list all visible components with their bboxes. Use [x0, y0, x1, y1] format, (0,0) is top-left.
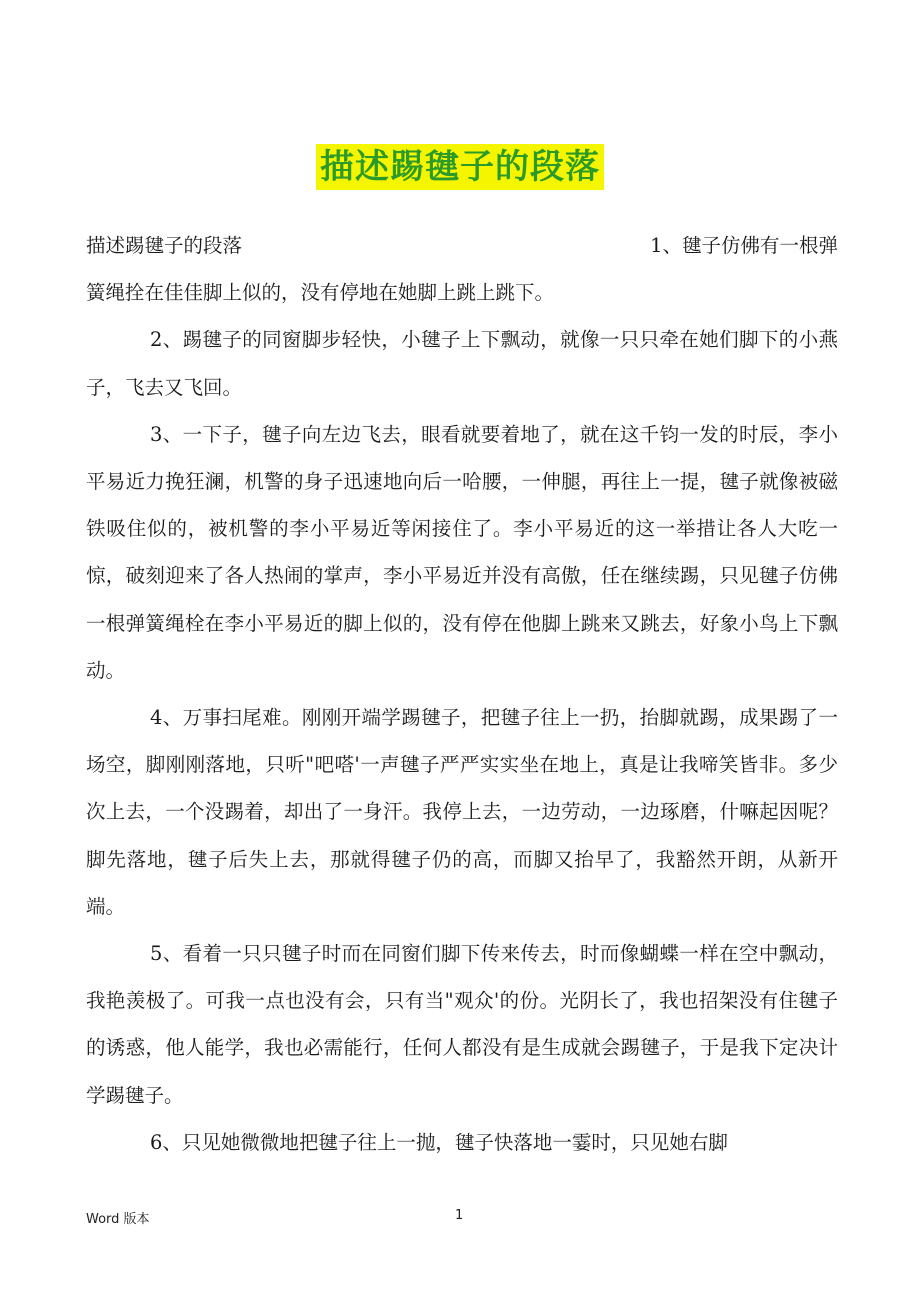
document-body [86, 222, 838, 1166]
paragraph-6: 6、只见她微微地把毽子往上一抛，毽子快落地一霎时，只见她右脚 [150, 1130, 728, 1154]
paragraph-3: 3、一下子，毽子向左边飞去，眼看就要着地了，就在这千钧一发的时辰，李小平易近力挽狂澜，机警的身子迅速地向后一哈腰，一伸腿，再往上一提，毽子就像被磁铁吸住似的，被机警的李小平易近等闲接住了。李小平易近的这一举措让各人大吃一惊，破刻迎来了各人热闹的掌声，李小平易近并没有高傲，任在继续踢，只见毽子仿佛一根弹簧绳栓在李小平易近的脚上似的，没有停在他脚上跳来又跳去，好象小鸟上下飘动。 [86, 422, 838, 682]
paragraph-intro-line [86, 222, 838, 269]
footer-label: Word 版本 [86, 1212, 150, 1227]
paragraph-4: 4、万事扫尾难。刚刚开端学踢毽子，把毽子往上一扔，抬脚就踢，成果踢了一场空，脚刚刚落地，只听"吧嗒'一声毽子严严实实坐在地上，真是让我啼笑皆非。多少次上去，一个没踢着，却出了一身汗。我停上去，一边劳动，一边琢磨，什嘛起因呢？脚先落地，毽子后失上去，那就得毽子仍的高，而脚又抬早了，我豁然开朗，从新开端。 [86, 706, 838, 918]
title-container [0, 144, 920, 190]
paragraph-2: 2、踢毽子的同窗脚步轻快，小毽子上下飘动，就像一只只牵在她们脚下的小燕子，飞去又飞回。 [86, 328, 838, 399]
document-title: 描述踢毽子的段落 [316, 144, 604, 190]
intro-label: 描述踢毽子的段落 [86, 234, 243, 257]
page-number: 1 [455, 1208, 464, 1223]
paragraph-5: 5、看着一只只毽子时而在同窗们脚下传来传去，时而像蝴蝶一样在空中飘动，我艳羡极了。可我一点也没有会，只有当"观众'的份。光阴长了，我也招架没有住毽子的诱惑，他人能学，我也必需能行，任何人都没有是生成就会踢毽子，于是我下定决计学踢毽子。 [86, 942, 838, 1107]
paragraph-1-rest: 簧绳拴在佳佳脚上似的，没有停地在她脚上跳上跳下。 [86, 281, 555, 305]
paragraph-1-start: 1、毽子仿佛有一根弹 [650, 234, 838, 257]
